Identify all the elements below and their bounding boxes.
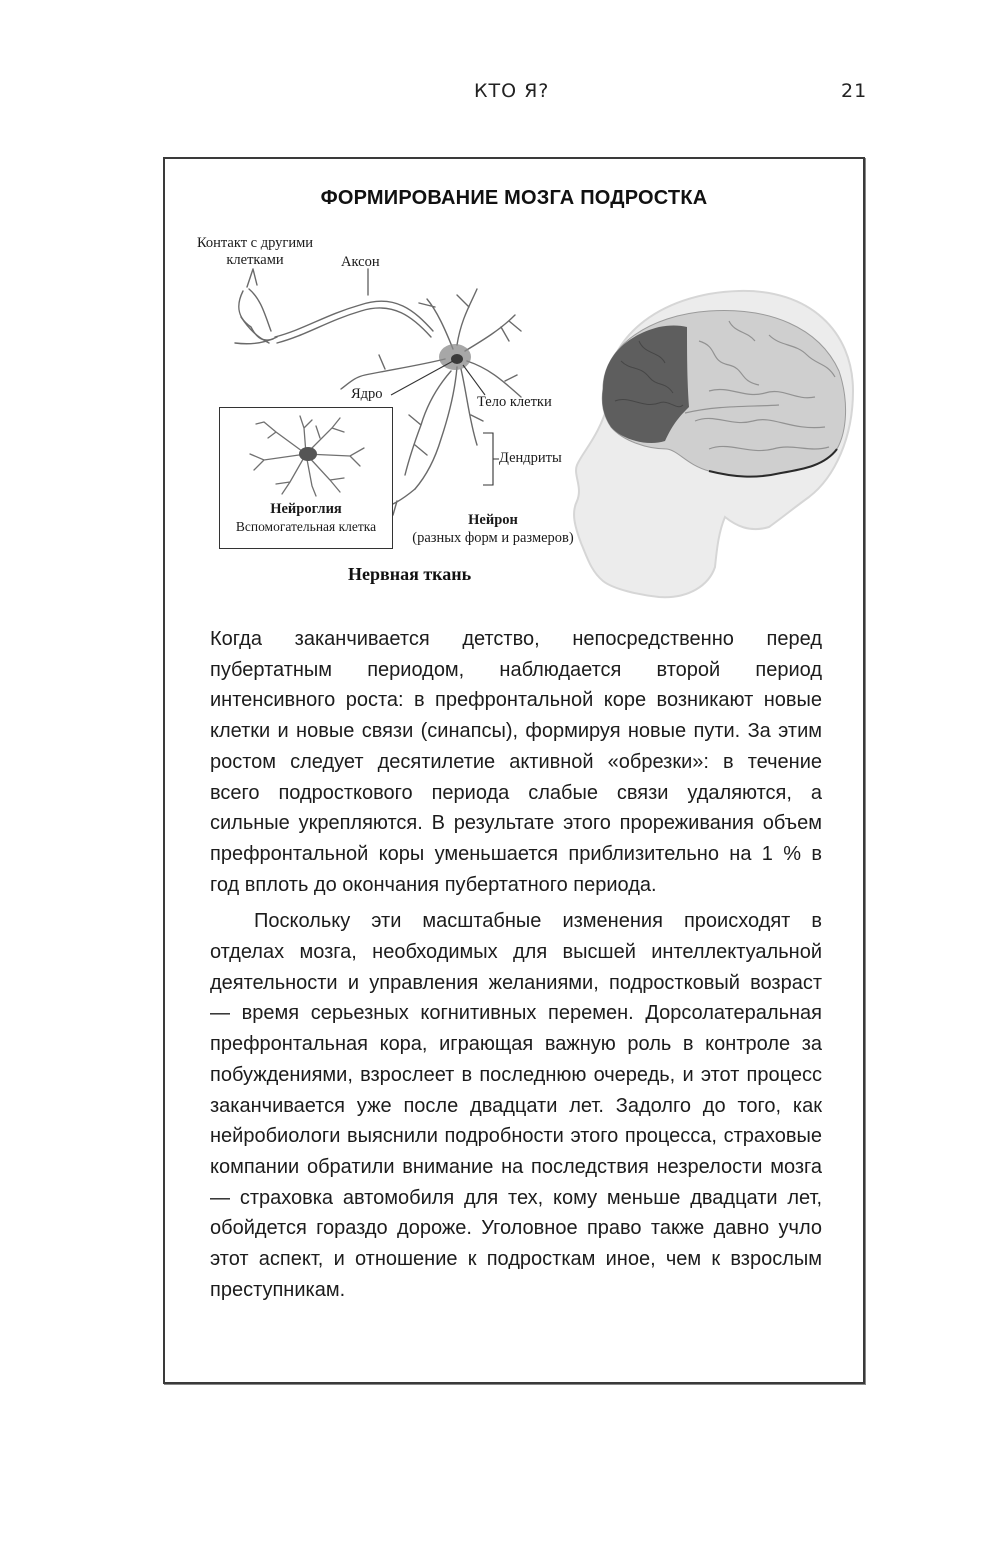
neuroglia-subtitle: Вспомогательная клетка	[235, 519, 377, 534]
figure-caption: Нервная ткань	[348, 564, 472, 584]
page-number: 21	[841, 80, 868, 102]
cell-body-label: Тело клетки	[477, 394, 552, 410]
body-text	[210, 624, 822, 1305]
neuroglia-title: Нейроглия	[270, 501, 342, 517]
neuroglia-illustration	[220, 408, 392, 498]
dendrites-label: Дендриты	[499, 450, 562, 466]
running-title: КТО Я?	[474, 80, 550, 102]
contact-label-line1: Контакт с другими	[196, 235, 314, 251]
box-title: ФОРМИРОВАНИЕ МОЗГА ПОДРОСТКА	[320, 187, 708, 209]
brain-skull-illustration	[569, 281, 863, 603]
axon-label: Аксон	[341, 254, 380, 270]
contact-label	[175, 235, 335, 269]
contact-label-line2: клетками	[226, 252, 284, 268]
running-head	[0, 80, 1000, 106]
sidebar-box	[163, 157, 865, 1384]
neuroglia-box	[219, 407, 393, 549]
nervous-tissue-figure	[165, 219, 863, 609]
neuron-subtitle: (разных форм и размеров)	[412, 530, 574, 546]
nucleus-label: Ядро	[351, 386, 383, 402]
paragraph-2: Поскольку эти масштабные изменения происходят в отделах мозга, необходимых для высшей интеллектуальной деятельности и управления желаниями, подростковый возраст — время серьезных когнитивных перемен. Дорсолатеральная префронтальная кора, играющая важную роль в контроле за побуждениями, взрослеет в последнюю очередь, и этот процесс заканчивается уже после двадцати лет. Задолго до того, как нейробиологи выяснили подробности этого процесса, страховые компании обратили внимание на последствия незрелости мозга — страховка автомобиля для тех, кому меньше двадцати лет, обойдется гораздо дороже. Уголовное право также давно учло этот аспект, и отношение к подросткам иное, чем к взрослым преступникам.	[210, 910, 822, 1301]
neuron-title: Нейрон	[468, 512, 518, 528]
paragraph-1: Когда заканчивается детство, непосредственно перед пубертатным периодом, наблюдается второй период интенсивного роста: в префронтальной коре возникают новые клетки и новые связи (синапсы), формируя новые пути. За этим ростом следует десятилетие активной «обрезки»: в течение всего подросткового периода слабые связи удаляются, а сильные укрепляются. В результате этого прореживания объем префронтальной коры уменьшается приблизительно на 1 % в год вплоть до окончания пубертатного периода.	[210, 628, 822, 896]
